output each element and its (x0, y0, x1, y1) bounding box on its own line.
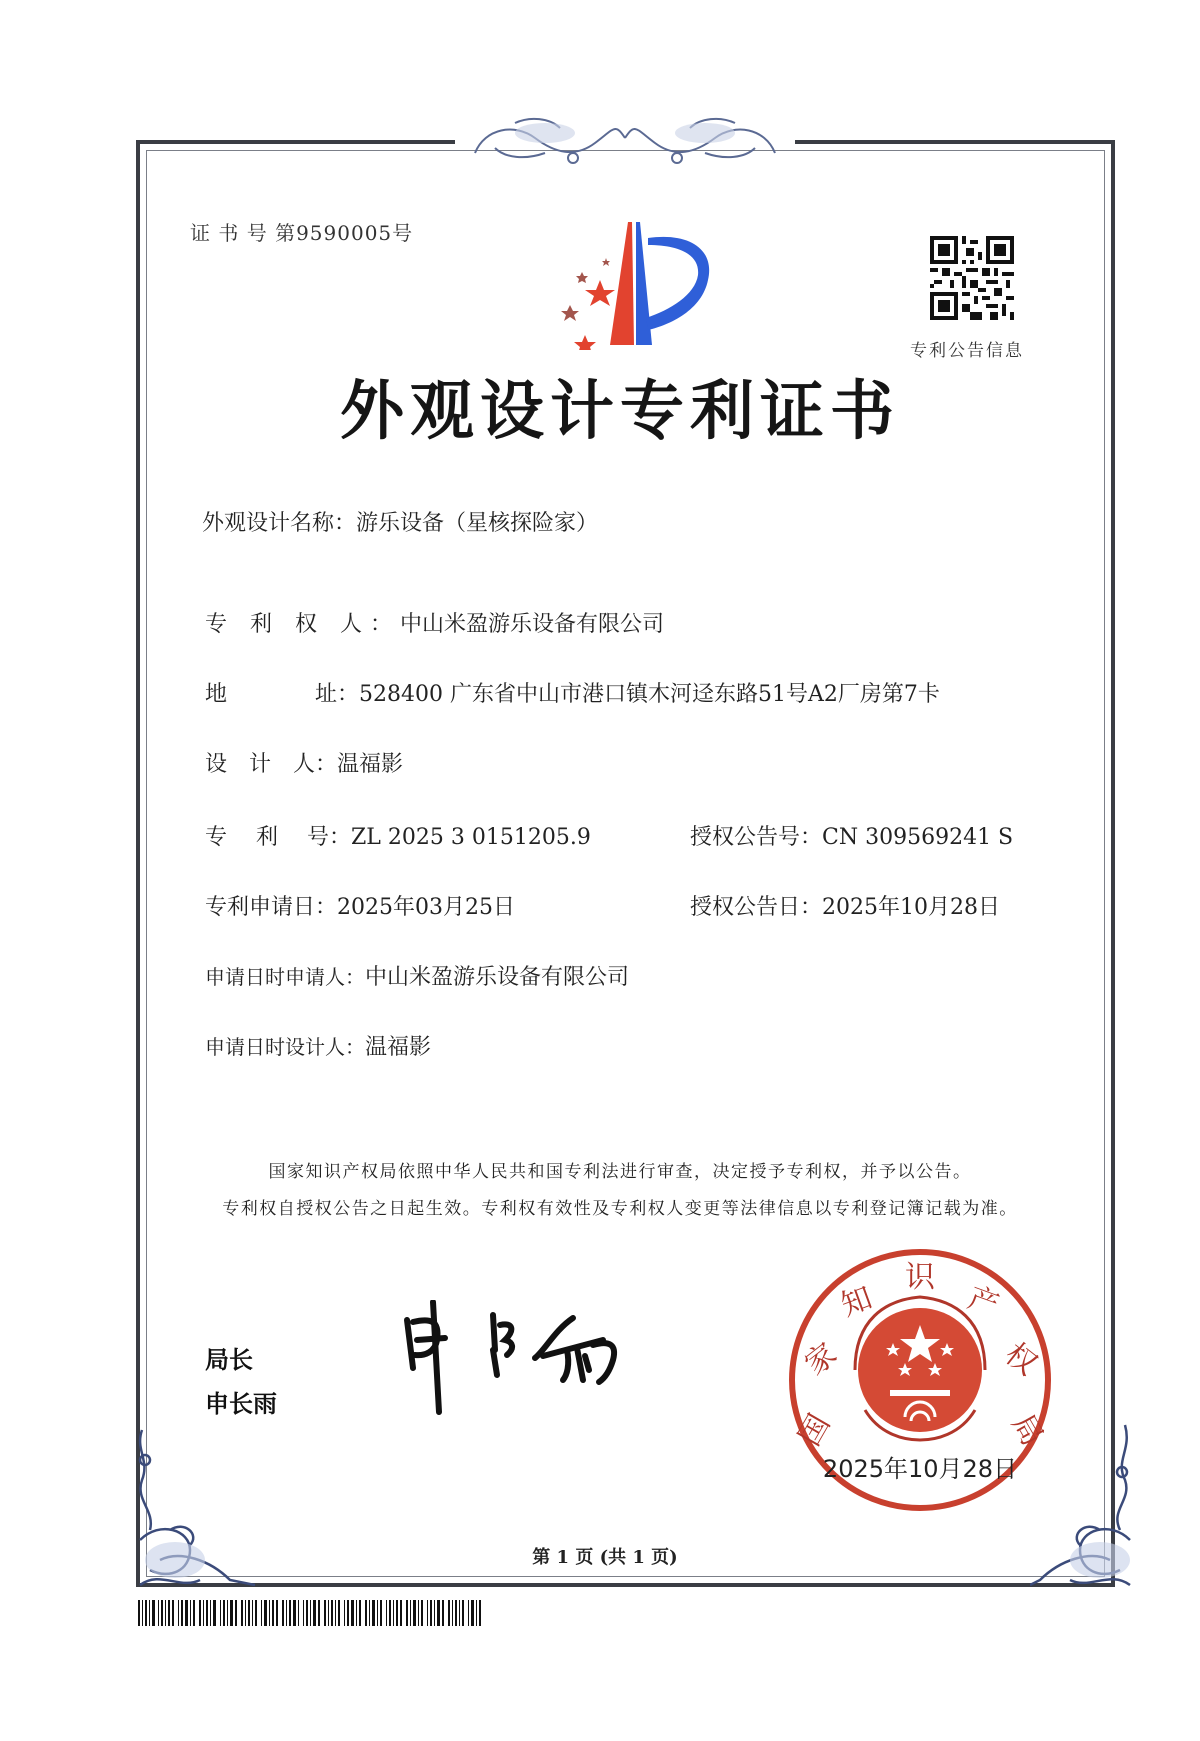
svg-text:权: 权 (998, 1336, 1044, 1383)
field-value: 2025年10月28日 (822, 895, 1000, 920)
field-value: 游乐设备（星核探险家） (356, 511, 599, 536)
cnipa-logo-icon (540, 220, 720, 350)
field-value: 中山米盈游乐设备有限公司 (399, 612, 664, 637)
field-value: 528400 广东省中山市港口镇木河迳东路51号A2厂房第7卡 (359, 682, 940, 707)
field-patentee (205, 607, 664, 638)
barcode (138, 1600, 483, 1626)
svg-text:家: 家 (798, 1336, 844, 1383)
top-ornament-icon (455, 108, 795, 168)
field-label: 外观设计名称： (202, 511, 357, 536)
notice-line-1: 国家知识产权局依照中华人民共和国专利法进行审查，决定授予专利权，并予以公告。 (268, 1162, 972, 1182)
director-title: 局长 (205, 1346, 253, 1374)
bottom-right-ornament-icon (1030, 1420, 1160, 1600)
field-label: 址： (315, 682, 360, 707)
field-value: 中山米盈游乐设备有限公司 (365, 965, 630, 990)
field-label: 专利申请日： (205, 895, 338, 920)
certificate-number: 证 书 号 第9590005号 (190, 221, 414, 245)
field-grant-announcement-number (690, 820, 1013, 851)
certificate-title: 外观设计专利证书 (340, 375, 900, 449)
director-name: 申长雨 (205, 1390, 277, 1418)
field-label: 设 计 人： (205, 752, 338, 777)
field-label: 申请日时设计人： (205, 1035, 365, 1059)
field-label: 专 利 号： (205, 825, 351, 850)
field-application-date (205, 890, 515, 921)
svg-text:识: 识 (905, 1260, 935, 1295)
field-designer-at-filing (205, 1030, 431, 1061)
official-seal (785, 1245, 1055, 1515)
field-label: 地 (205, 682, 228, 707)
field-designer (205, 747, 403, 778)
field-value: 温福影 (337, 752, 404, 777)
director-signature (395, 1300, 655, 1420)
field-address (205, 677, 940, 708)
field-value: 2025年03月25日 (337, 895, 515, 920)
field-design-name (202, 506, 598, 537)
field-label: 申请日时申请人： (205, 965, 365, 989)
svg-text:产: 产 (963, 1280, 1004, 1324)
patent-info-qr-code[interactable] (930, 236, 1014, 320)
svg-text:知: 知 (836, 1280, 877, 1324)
field-value: CN 309569241 S (822, 825, 1014, 850)
qr-caption: 专利公告信息 (910, 341, 1024, 361)
field-label: 授权公告号： (690, 825, 823, 850)
bottom-left-ornament-icon (130, 1420, 260, 1600)
field-grant-announcement-date (690, 890, 1000, 921)
seal-date: 2025年10月28日 (822, 1455, 1018, 1483)
page-number: 第 1 页 (共 1 页) (532, 1547, 678, 1568)
field-value: 温福影 (365, 1035, 432, 1060)
notice-line-2: 专利权自授权公告之日起生效。专利权有效性及专利权人变更等法律信息以专利登记簿记载为准。 (222, 1199, 1018, 1219)
field-label: 专 利 权 人： (205, 612, 400, 637)
svg-text:国: 国 (792, 1408, 838, 1452)
field-value: ZL 2025 3 0151205.9 (351, 825, 591, 850)
field-label: 授权公告日： (690, 895, 823, 920)
field-patent-number (205, 820, 591, 851)
svg-text:局: 局 (1004, 1408, 1050, 1452)
field-applicant-at-filing (205, 960, 629, 991)
